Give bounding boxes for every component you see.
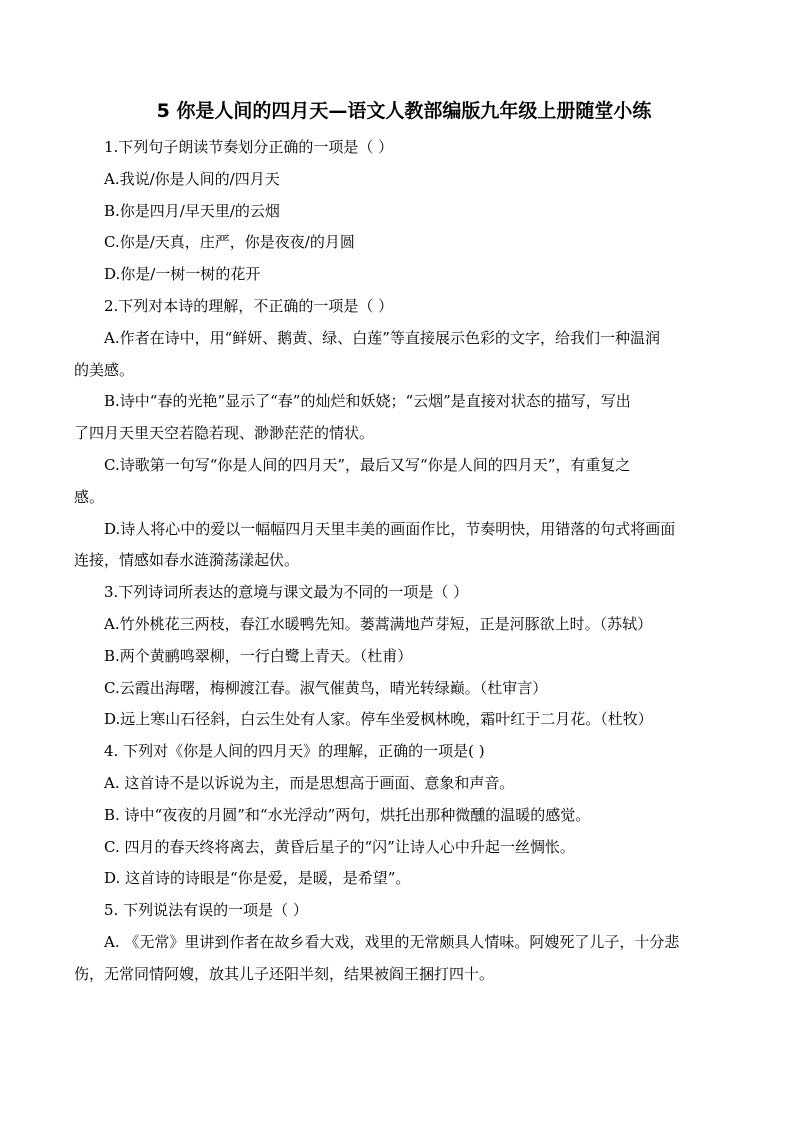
text-continuation: 连接，情感如春水涟漪荡漾起伏。 (74, 551, 300, 570)
answer-option: D.远上寒山石径斜，白云生处有人家。停车坐爱枫林晚，霜叶红于二月花。（杜牧） (104, 710, 653, 729)
text-continuation: 感。 (74, 487, 105, 506)
answer-option: D. 这首诗的诗眼是“你是爱，是暖，是希望”。 (104, 869, 411, 888)
question-stem: 4. 下列对《你是人间的四月天》的理解，正确的一项是( ) (104, 742, 485, 761)
question-stem: 5. 下列说法有误的一项是（ ） (104, 901, 308, 920)
answer-option: A. 《无常》里讲到作者在故乡看大戏，戏里的无常颇具人情味。阿嫂死了儿子，十分悲 (104, 933, 680, 951)
answer-option: A.我说/你是人间的/四月天 (104, 169, 280, 188)
answer-option: C.云霞出海曙，梅柳渡江春。淑气催黄鸟，晴光转绿巅。（杜审言） (104, 678, 548, 697)
text-continuation: 的美感。 (74, 360, 135, 379)
answer-option: A.竹外桃花三两枝，春江水暖鸭先知。蒌蒿满地芦芽短，正是河豚欲上时。（苏轼） (104, 615, 653, 633)
text-continuation: 了四月天里天空若隐若现、渺渺茫茫的情状。 (74, 424, 375, 443)
answer-option: B.你是四月/早天里/的云烟 (104, 201, 280, 220)
answer-option: C. 四月的春天终将离去，黄昏后星子的“闪”让诗人心中升起一丝惆怅。 (104, 837, 575, 856)
question-stem: 1.下列句子朗读节奏划分正确的一项是（ ） (104, 138, 394, 156)
answer-option: B.诗中“春的光艳”显示了“春”的灿烂和妖娆；“云烟”是直接对状态的描写，写出 (104, 392, 631, 411)
answer-option: D.诗人将心中的爱以一幅幅四月天里丰美的画面作比，节奏明快，用错落的句式将画面 (104, 519, 676, 538)
answer-option: A. 这首诗不是以诉说为主，而是思想高于画面、意象和声音。 (104, 774, 515, 792)
answer-option: B.两个黄鹂鸣翠柳，一行白鹭上青天。（杜甫） (104, 646, 413, 665)
question-stem: 3.下列诗词所表达的意境与课文最为不同的一项是（ ） (104, 583, 469, 602)
answer-option: D.你是/一树一树的花开 (104, 265, 261, 284)
answer-option: C.你是/天真，庄严，你是夜夜/的月圆 (104, 233, 355, 252)
answer-option: B. 诗中“夜夜的月圆”和“水光浮动”两句，烘托出那种微醺的温暖的感觉。 (104, 805, 591, 824)
page-title: 5 你是人间的四月天—语文人教部编版九年级上册随堂小练 (156, 100, 652, 122)
answer-option: C.诗歌第一句写“你是人间的四月天”，最后又写“你是人间的四月天”，有重复之 (104, 456, 631, 474)
question-stem: 2.下列对本诗的理解，不正确的一项是（ ） (104, 297, 394, 315)
text-continuation: 伤，无常同情阿嫂，放其儿子还阳半刻，结果被阎王捆打四十。 (74, 964, 495, 983)
answer-option: A.作者在诗中，用“鲜妍、鹅黄、绿、白莲”等直接展示色彩的文字，给我们一种温润 (104, 328, 660, 347)
